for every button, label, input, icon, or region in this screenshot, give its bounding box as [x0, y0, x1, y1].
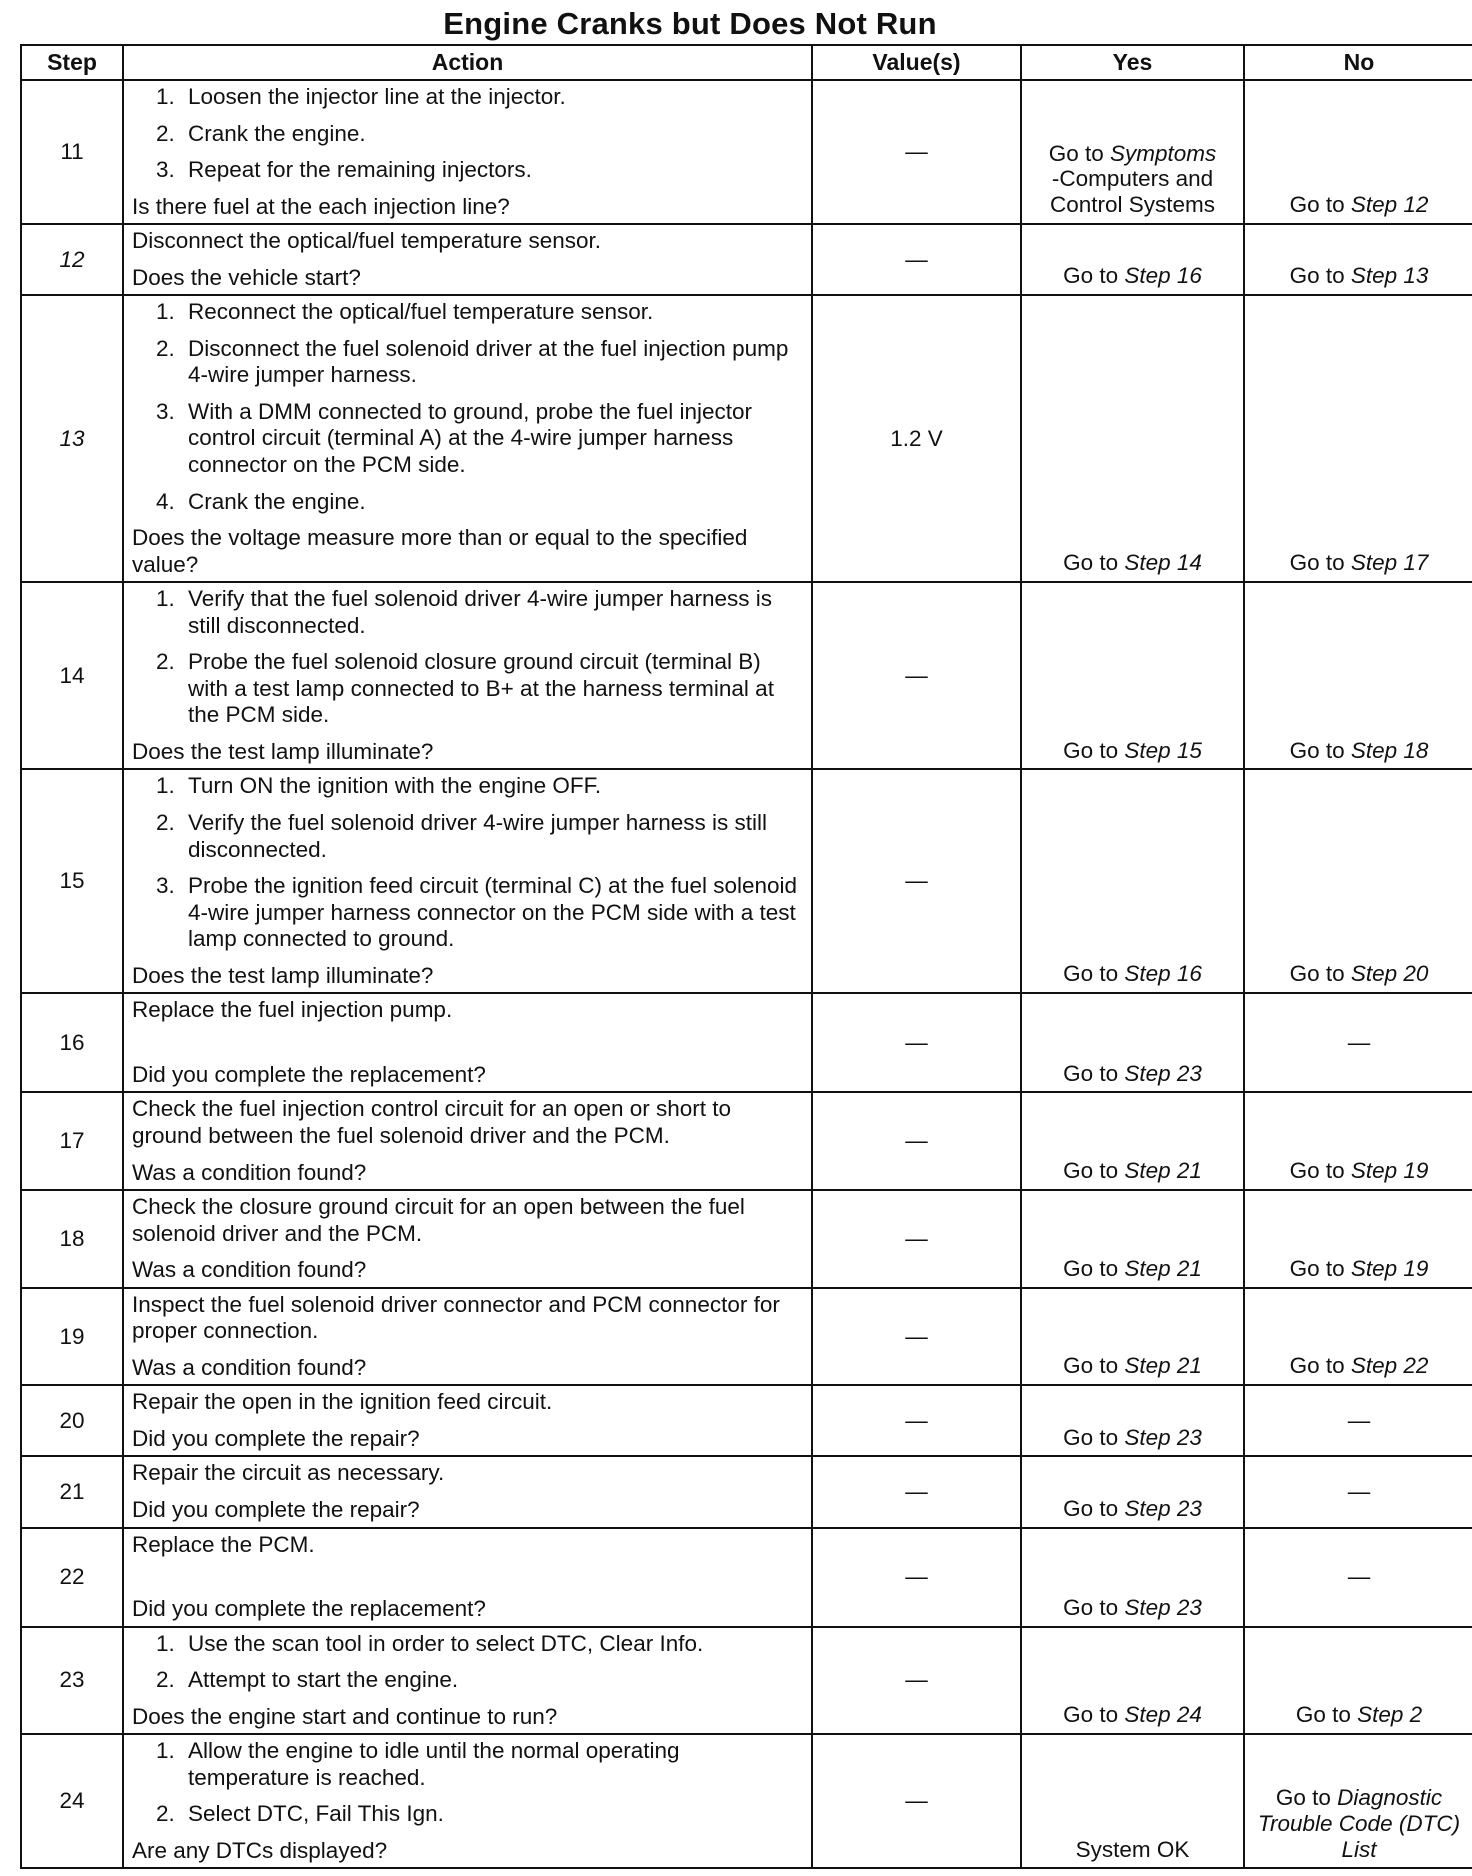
table-row: [21, 1385, 1472, 1456]
no-prefix: Go to: [1289, 192, 1345, 218]
action-cell: [123, 769, 812, 993]
instruction-number: 1.: [156, 299, 175, 325]
value-cell: —: [812, 1288, 1021, 1386]
yes-link: Step 15: [1124, 737, 1202, 763]
yes-prefix: Go to: [1048, 140, 1104, 166]
table-row: [21, 1190, 1472, 1288]
step-number: 13: [21, 295, 123, 582]
instruction-number: 2.: [156, 810, 175, 836]
no-text: —: [1347, 1564, 1371, 1590]
no-cell: [1244, 1190, 1472, 1288]
yes-cell: [1021, 295, 1244, 582]
instruction-text: Reconnect the optical/fuel temperature sensor.: [188, 299, 654, 325]
table-row: [21, 1734, 1472, 1868]
yes-link: Step 23: [1124, 1060, 1202, 1086]
no-text: —: [1347, 1029, 1371, 1055]
value-cell: —: [812, 224, 1021, 295]
instruction-list: [132, 1631, 803, 1694]
no-link: Step 20: [1350, 961, 1429, 987]
action-question: Does the engine start and continue to run?: [132, 1703, 558, 1729]
no-prefix: Go to: [1289, 1353, 1345, 1379]
no-cell: [1244, 224, 1472, 295]
no-link: Step 13: [1350, 263, 1429, 289]
instruction-number: 2.: [156, 1667, 175, 1693]
yes-link: Step 24: [1124, 1702, 1202, 1728]
instruction-text: Disconnect the fuel solenoid driver at the fuel injection pump 4-wire jumper harness.: [188, 335, 789, 388]
action-question: Was a condition found?: [132, 1159, 367, 1185]
yes-link: Step 21: [1124, 1158, 1202, 1184]
action-cell: [123, 1734, 812, 1868]
no-cell: [1244, 993, 1472, 1092]
yes-cell: [1021, 1456, 1244, 1527]
instruction-text: Attempt to start the engine.: [188, 1667, 459, 1693]
no-cell: [1244, 582, 1472, 769]
action-statement: Repair the circuit as necessary.: [132, 1460, 445, 1486]
instruction-item: [132, 1631, 803, 1658]
no-prefix: Go to: [1289, 1158, 1345, 1184]
value-cell: —: [812, 993, 1021, 1092]
no-link: Step 12: [1350, 192, 1429, 218]
no-prefix: Go to: [1275, 1784, 1331, 1810]
no-cell: [1244, 1385, 1472, 1456]
yes-prefix: Go to: [1063, 1594, 1119, 1620]
step-number: 20: [21, 1385, 123, 1456]
action-cell: [123, 1627, 812, 1735]
header-yes: Yes: [1021, 45, 1244, 80]
table-body: [21, 80, 1472, 1868]
instruction-text: Probe the ignition feed circuit (terminal C) at the fuel solenoid 4-wire jumper harness connector on the PCM side with a test lamp connected to ground.: [188, 873, 798, 952]
action-question: Was a condition found?: [132, 1257, 367, 1283]
yes-prefix: Go to: [1063, 961, 1119, 987]
instruction-number: 1.: [156, 586, 175, 612]
yes-link: Step 14: [1124, 550, 1202, 576]
yes-link: Step 21: [1124, 1255, 1202, 1281]
yes-cell: [1021, 1528, 1244, 1627]
action-statement: Inspect the fuel solenoid driver connector and PCM connector for proper connection.: [132, 1291, 780, 1344]
action-question: Does the test lamp illuminate?: [132, 738, 434, 764]
action-statement: Replace the fuel injection pump.: [132, 997, 453, 1023]
step-number: 18: [21, 1190, 123, 1288]
yes-link: Symptoms: [1110, 140, 1217, 166]
yes-cell: [1021, 1092, 1244, 1190]
instruction-list: [132, 84, 803, 184]
no-link: Step 2: [1357, 1702, 1423, 1728]
instruction-item: [132, 586, 803, 639]
instruction-number: 1.: [156, 1738, 175, 1764]
action-statement: Disconnect the optical/fuel temperature sensor.: [132, 228, 602, 254]
table-row: [21, 1288, 1472, 1386]
no-text: —: [1347, 1479, 1371, 1505]
action-cell: [123, 1288, 812, 1386]
value-cell: —: [812, 1627, 1021, 1735]
instruction-list: [132, 299, 803, 515]
table-row: [21, 993, 1472, 1092]
instruction-item: [132, 299, 803, 326]
action-cell: [123, 1190, 812, 1288]
action-cell: [123, 993, 812, 1092]
action-cell: [123, 1528, 812, 1627]
no-link: Step 18: [1350, 737, 1429, 763]
action-statement: Check the fuel injection control circuit for an open or short to ground between the fuel solenoid driver and the PCM.: [132, 1096, 732, 1148]
instruction-number: 3.: [156, 157, 175, 183]
no-prefix: Go to: [1289, 961, 1345, 987]
instruction-item: [132, 1738, 803, 1791]
value-cell: —: [812, 1385, 1021, 1456]
instruction-number: 1.: [156, 1630, 175, 1656]
table-row: [21, 582, 1472, 769]
step-number: 24: [21, 1734, 123, 1868]
action-statement: Repair the open in the ignition feed circuit.: [132, 1389, 553, 1415]
instruction-list: [132, 773, 803, 952]
yes-cell: [1021, 1627, 1244, 1735]
action-question: Does the test lamp illuminate?: [132, 962, 434, 988]
value-cell: —: [812, 80, 1021, 224]
action-statement: Check the closure ground circuit for an open between the fuel solenoid driver and the PCM.: [132, 1194, 745, 1246]
no-cell: [1244, 1092, 1472, 1190]
action-question: Is there fuel at the each injection line?: [132, 193, 510, 219]
yes-link: Step 21: [1124, 1353, 1202, 1379]
instruction-list: [132, 1738, 803, 1828]
step-number: 11: [21, 80, 123, 224]
spacer: [132, 1568, 803, 1596]
header-row: [21, 45, 1472, 80]
table-row: [21, 224, 1472, 295]
action-question: Does the voltage measure more than or equal to the specified value?: [132, 525, 748, 577]
step-number: 14: [21, 582, 123, 769]
yes-cell: [1021, 993, 1244, 1092]
step-number: 22: [21, 1528, 123, 1627]
instruction-number: 1.: [156, 773, 175, 799]
no-prefix: Go to: [1295, 1702, 1351, 1728]
action-question: Did you complete the replacement?: [132, 1596, 486, 1622]
yes-prefix: Go to: [1063, 263, 1119, 289]
instruction-number: 2.: [156, 335, 175, 361]
table-row: [21, 1456, 1472, 1527]
yes-prefix: Go to: [1063, 1255, 1119, 1281]
yes-cell: [1021, 1190, 1244, 1288]
value-cell: —: [812, 1190, 1021, 1288]
no-prefix: Go to: [1289, 737, 1345, 763]
yes-link: Step 16: [1124, 961, 1202, 987]
value-cell: —: [812, 1092, 1021, 1190]
yes-prefix: Go to: [1063, 1495, 1119, 1521]
no-prefix: Go to: [1289, 1255, 1345, 1281]
instruction-text: Crank the engine.: [188, 120, 366, 146]
instruction-item: [132, 121, 803, 148]
header-no: No: [1244, 45, 1472, 80]
yes-cell: [1021, 769, 1244, 993]
instruction-text: Loosen the injector line at the injector.: [188, 84, 566, 109]
instruction-number: 1.: [156, 84, 175, 109]
instruction-item: [132, 649, 803, 729]
action-cell: [123, 1456, 812, 1527]
yes-link: Step 23: [1124, 1424, 1202, 1450]
yes-cell: [1021, 80, 1244, 224]
yes-prefix: Go to: [1063, 1353, 1119, 1379]
no-cell: [1244, 769, 1472, 993]
yes-cell: [1021, 1385, 1244, 1456]
instruction-text: Verify that the fuel solenoid driver 4-wire jumper harness is still disconnected.: [188, 586, 773, 638]
table-row: [21, 1092, 1472, 1190]
instruction-item: [132, 1667, 803, 1694]
instruction-item: [132, 1801, 803, 1828]
action-question: Did you complete the replacement?: [132, 1061, 486, 1087]
diagnostic-table: [20, 44, 1472, 1869]
step-number: 15: [21, 769, 123, 993]
action-cell: [123, 582, 812, 769]
action-cell: [123, 1092, 812, 1190]
instruction-text: With a DMM connected to ground, probe the fuel injector control circuit (terminal A) at the 4-wire jumper harness connector on the PCM side.: [188, 398, 753, 478]
table-row: [21, 1528, 1472, 1627]
instruction-number: 3.: [156, 398, 175, 424]
instruction-item: [132, 810, 803, 863]
instruction-item: [132, 84, 803, 111]
instruction-number: 2.: [156, 120, 175, 146]
instruction-text: Verify the fuel solenoid driver 4-wire jumper harness is still disconnected.: [188, 810, 767, 862]
action-question: Did you complete the repair?: [132, 1496, 420, 1522]
instruction-number: 2.: [156, 649, 175, 675]
yes-prefix: Go to: [1063, 737, 1119, 763]
action-cell: [123, 224, 812, 295]
spacer: [132, 1034, 803, 1062]
yes-cell: [1021, 1288, 1244, 1386]
action-cell: [123, 295, 812, 582]
instruction-number: 2.: [156, 1801, 175, 1827]
header-action: Action: [123, 45, 812, 80]
table-row: [21, 295, 1472, 582]
no-link: Diagnostic Trouble Code (DTC) List: [1257, 1784, 1461, 1862]
table-row: [21, 769, 1472, 993]
value-cell: 1.2 V: [812, 295, 1021, 582]
step-number: 19: [21, 1288, 123, 1386]
no-cell: [1244, 1456, 1472, 1527]
value-cell: —: [812, 582, 1021, 769]
action-statement: Replace the PCM.: [132, 1531, 315, 1557]
header-step: Step: [21, 45, 123, 80]
instruction-text: Probe the fuel solenoid closure ground circuit (terminal B) with a test lamp connected to B+ at the harness terminal at the PCM side.: [188, 649, 774, 728]
instruction-item: [132, 873, 803, 953]
no-link: Step 19: [1350, 1158, 1429, 1184]
yes-link: Step 23: [1124, 1594, 1202, 1620]
step-number: 16: [21, 993, 123, 1092]
step-number: 21: [21, 1456, 123, 1527]
value-cell: —: [812, 1456, 1021, 1527]
instruction-number: 3.: [156, 873, 175, 899]
no-cell: [1244, 1627, 1472, 1735]
action-question: Does the vehicle start?: [132, 264, 361, 290]
step-number: 12: [21, 224, 123, 295]
header-values: Value(s): [812, 45, 1021, 80]
instruction-text: Repeat for the remaining injectors.: [188, 157, 532, 183]
instruction-item: [132, 773, 803, 800]
instruction-item: [132, 336, 803, 389]
yes-cell: [1021, 224, 1244, 295]
instruction-text: Turn ON the ignition with the engine OFF.: [188, 773, 602, 799]
instruction-item: [132, 489, 803, 516]
yes-prefix: Go to: [1063, 1424, 1119, 1450]
no-link: Step 17: [1350, 550, 1429, 576]
no-cell: [1244, 1734, 1472, 1868]
action-cell: [123, 1385, 812, 1456]
action-question: Are any DTCs displayed?: [132, 1837, 388, 1863]
no-text: —: [1347, 1407, 1371, 1433]
yes-cell: [1021, 582, 1244, 769]
page-title: Engine Cranks but Does Not Run: [443, 6, 937, 41]
instruction-item: [132, 399, 803, 479]
value-cell: —: [812, 769, 1021, 993]
table-row: [21, 80, 1472, 224]
value-cell: —: [812, 1734, 1021, 1868]
yes-prefix: Go to: [1063, 550, 1119, 576]
step-number: 17: [21, 1092, 123, 1190]
no-cell: [1244, 80, 1472, 224]
yes-prefix: Go to: [1063, 1702, 1119, 1728]
step-number: 23: [21, 1627, 123, 1735]
instruction-text: Allow the engine to idle until the normal operating temperature is reached.: [188, 1738, 680, 1790]
no-link: Step 22: [1350, 1353, 1429, 1379]
instruction-text: Use the scan tool in order to select DTC, Clear Info.: [188, 1630, 704, 1656]
yes-text: System OK: [1075, 1836, 1190, 1862]
instruction-number: 4.: [156, 488, 175, 514]
yes-suffix: -Computers and Control Systems: [1049, 166, 1216, 218]
table-row: [21, 1627, 1472, 1735]
action-question: Did you complete the repair?: [132, 1425, 420, 1451]
instruction-text: Crank the engine.: [188, 488, 366, 514]
yes-cell: [1021, 1734, 1244, 1868]
no-link: Step 19: [1350, 1255, 1429, 1281]
no-prefix: Go to: [1289, 263, 1345, 289]
action-question: Was a condition found?: [132, 1354, 367, 1380]
yes-link: Step 16: [1124, 263, 1202, 289]
instruction-list: [132, 586, 803, 729]
yes-prefix: Go to: [1063, 1158, 1119, 1184]
no-cell: [1244, 1288, 1472, 1386]
no-cell: [1244, 1528, 1472, 1627]
action-cell: [123, 80, 812, 224]
yes-prefix: Go to: [1063, 1060, 1119, 1086]
no-cell: [1244, 295, 1472, 582]
no-prefix: Go to: [1289, 550, 1345, 576]
instruction-item: [132, 157, 803, 184]
yes-link: Step 23: [1124, 1495, 1202, 1521]
instruction-text: Select DTC, Fail This Ign.: [188, 1801, 444, 1827]
value-cell: —: [812, 1528, 1021, 1627]
